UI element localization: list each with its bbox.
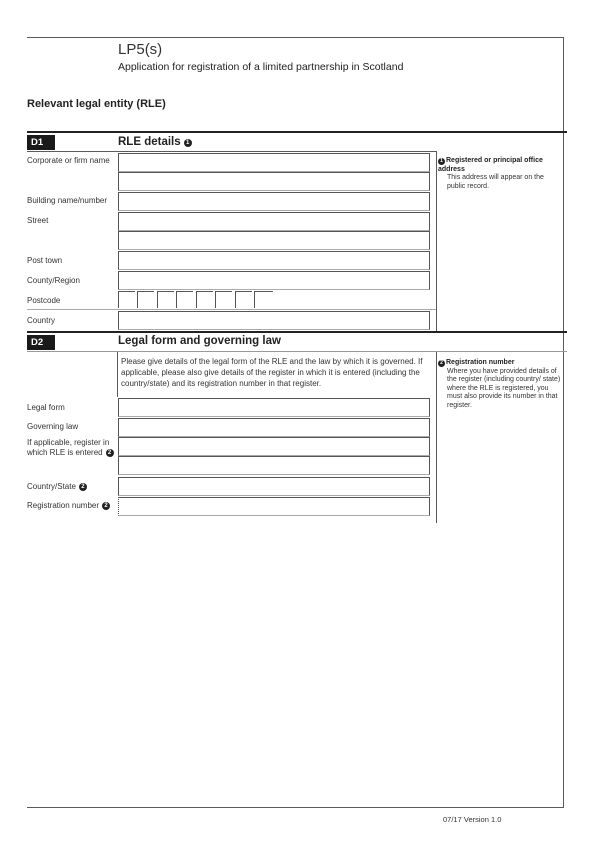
d1-side-divider	[436, 151, 437, 331]
version-label: 07/17 Version 1.0	[443, 815, 502, 824]
d1-side-note-heading: 1 Registered or principal office address	[438, 157, 543, 173]
corporate-name-input-1[interactable]	[118, 153, 430, 172]
note-2-marker-icon: 2	[102, 502, 110, 510]
right-border	[563, 37, 564, 808]
d2-intro: Please give details of the legal form of the RLE and the law by which it is governed. If applicable, please also give details of the register in which it is entered (including the country/state) and its registration number in that register.	[121, 357, 423, 388]
legal-form-input[interactable]	[118, 398, 430, 417]
d1-title	[118, 136, 192, 148]
building-label: Building name/number	[27, 196, 108, 205]
register-input-1[interactable]	[118, 437, 430, 456]
d1-side-note	[438, 157, 562, 191]
building-input[interactable]	[118, 192, 430, 211]
county-label: County/Region	[27, 276, 80, 285]
postcode-cell-7[interactable]	[235, 291, 252, 308]
postcode-cell-3[interactable]	[157, 291, 174, 308]
postcode-cell-6[interactable]	[215, 291, 232, 308]
postcode-cell-4[interactable]	[176, 291, 193, 308]
post-town-input[interactable]	[118, 251, 430, 270]
footer-rule	[27, 807, 564, 808]
d2-side-note-heading: 2 Registration number	[438, 359, 562, 368]
d1-rule	[27, 131, 567, 133]
postcode-cell-8[interactable]	[254, 291, 273, 308]
corporate-name-input-2[interactable]	[118, 172, 430, 191]
postcode-label: Postcode	[27, 296, 61, 305]
corporate-name-label: Corporate or firm name	[27, 156, 110, 165]
country-label: Country	[27, 316, 56, 325]
note-2-marker-icon: 2	[106, 449, 114, 457]
d2-badge: D2	[27, 335, 55, 350]
d1-subrule	[27, 151, 437, 152]
governing-law-input[interactable]	[118, 418, 430, 437]
d1-badge: D1	[27, 135, 55, 150]
postcode-cell-2[interactable]	[137, 291, 154, 308]
d1-side-note-text: This address will appear on the public record.	[447, 174, 544, 190]
d2-rule	[27, 331, 567, 333]
top-rule	[27, 37, 564, 38]
county-input[interactable]	[118, 271, 430, 290]
street-input-1[interactable]	[118, 212, 430, 231]
d2-title: Legal form and governing law	[118, 335, 281, 347]
d2-side-note	[438, 359, 562, 410]
d1-title-text: RLE details	[118, 136, 181, 148]
note-marker-icon: 1	[184, 139, 192, 147]
d2-intro-divider	[117, 352, 118, 397]
form-title: Application for registration of a limited partnership in Scotland	[118, 61, 404, 73]
section-heading-rle: Relevant legal entity (RLE)	[27, 98, 166, 110]
street-label: Street	[27, 216, 49, 225]
registration-number-input[interactable]	[118, 497, 430, 516]
note-2-icon: 2	[438, 360, 445, 367]
d2-side-note-text: Where you have provided details of the register (including country/ state) where the RLE is registered, you must also provide its number in that register.	[447, 367, 561, 409]
note-1-icon: 1	[438, 158, 445, 165]
legal-form-label: Legal form	[27, 403, 65, 412]
street-input-2[interactable]	[118, 231, 430, 250]
country-state-label: Country/State 2	[27, 482, 115, 492]
governing-law-label: Governing law	[27, 422, 79, 431]
country-input[interactable]	[118, 311, 430, 330]
post-town-label: Post town	[27, 256, 63, 265]
country-state-input[interactable]	[118, 477, 430, 496]
register-input-2[interactable]	[118, 456, 430, 475]
form-code: LP5(s)	[118, 41, 163, 58]
d2-side-divider	[436, 352, 437, 523]
registration-number-label: Registration number 2	[27, 501, 119, 511]
note-2-marker-icon: 2	[79, 483, 87, 491]
d2-subrule	[27, 351, 567, 352]
postcode-cell-5[interactable]	[196, 291, 213, 308]
postcode-cell-1[interactable]	[118, 291, 135, 308]
postcode-rule	[27, 309, 437, 310]
register-label: If applicable, register in which RLE is entered 2	[27, 438, 115, 458]
